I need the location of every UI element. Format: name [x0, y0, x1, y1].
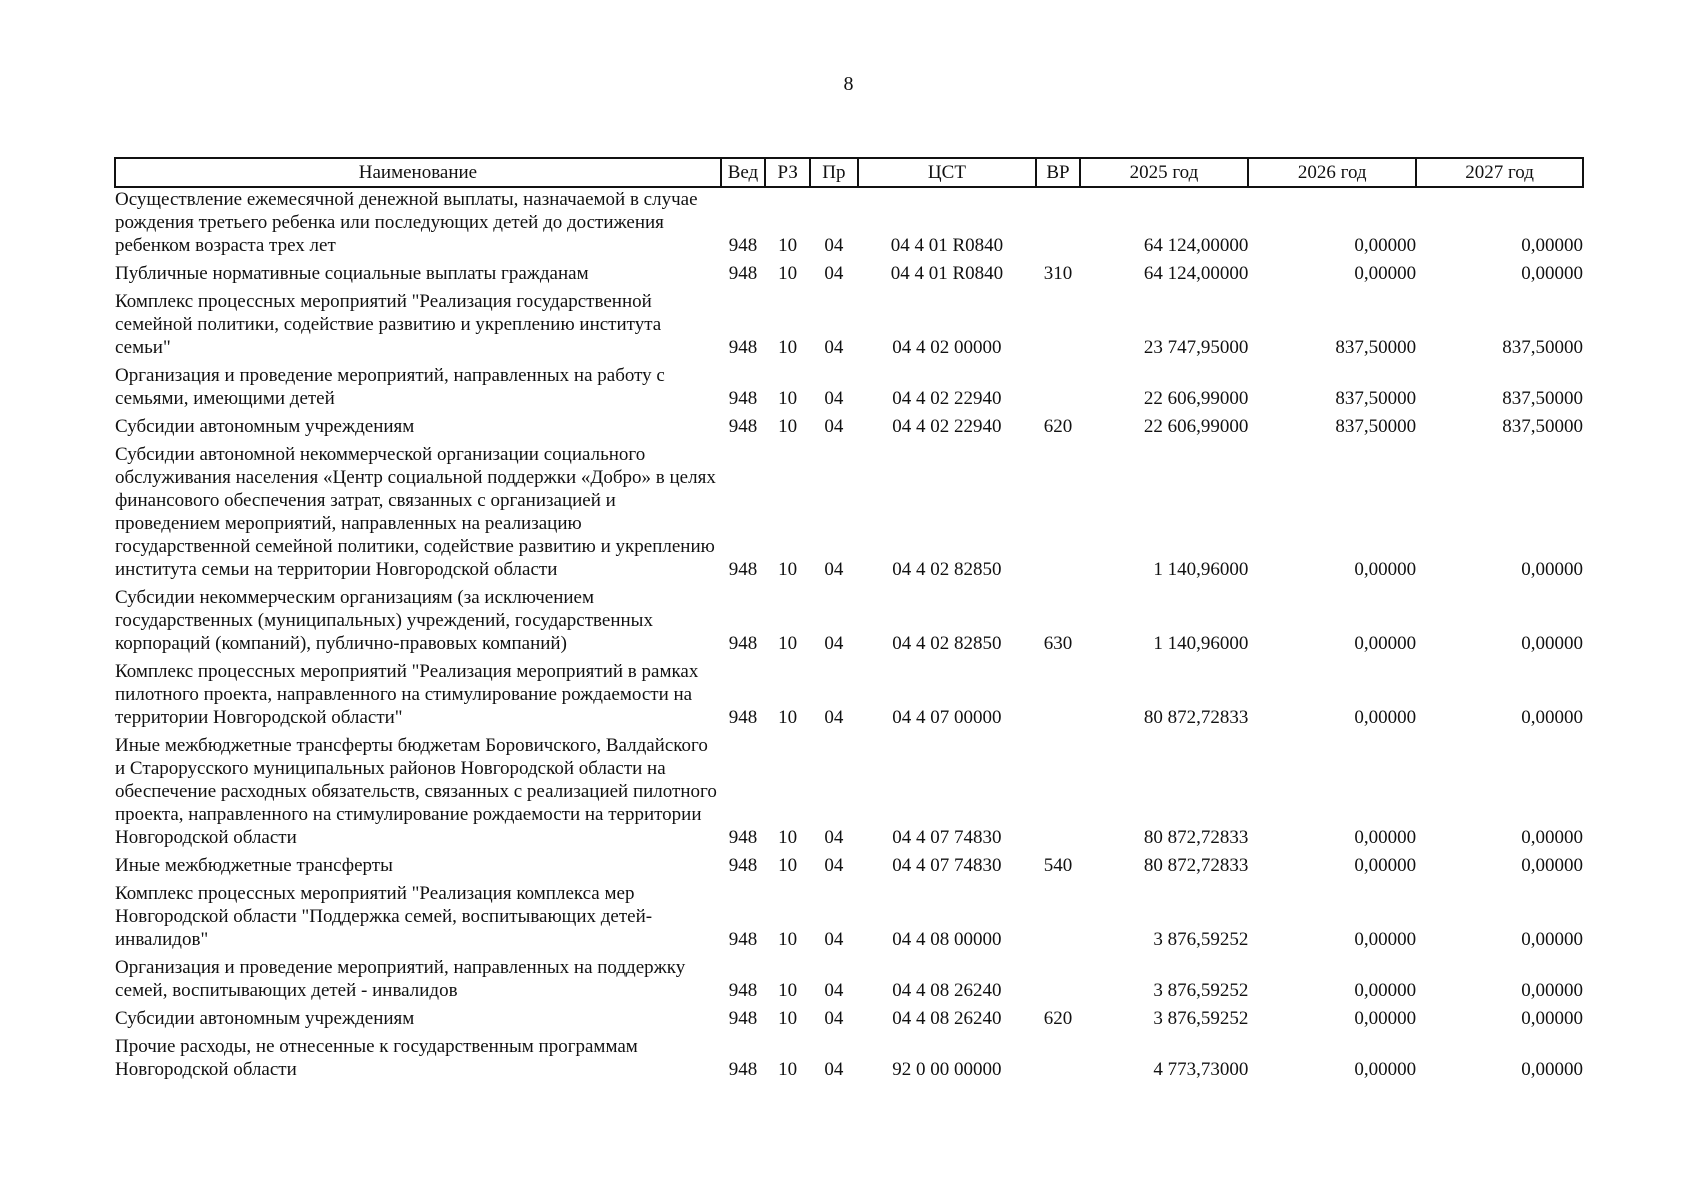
row-vr: 620	[1043, 1008, 1073, 1029]
row-vr: 310	[1043, 263, 1073, 284]
row-rz: 10	[778, 416, 798, 437]
row-amount-2026: 0,00000	[1354, 929, 1417, 950]
row-name: Субсидии автономным учреждениям	[115, 416, 415, 437]
row-ved: 948	[728, 235, 758, 256]
row-pr: 04	[824, 980, 844, 1001]
row-rz: 10	[778, 855, 798, 876]
row-ved: 948	[728, 855, 758, 876]
header-ved: Вед	[721, 158, 765, 187]
row-amount-2027: 0,00000	[1521, 929, 1583, 950]
row-amount-2025: 3 876,59252	[1153, 980, 1249, 1001]
row-name: Субсидии автономным учреждениям	[115, 1008, 415, 1029]
row-amount-2027: 837,50000	[1502, 337, 1583, 358]
row-name: Комплекс процессных мероприятий "Реализация государственной семейной политики, содействие развитию и укреплению института семьи"	[115, 291, 662, 358]
row-amount-2026: 0,00000	[1354, 980, 1417, 1001]
row-cst: 04 4 07 74830	[892, 827, 1002, 848]
row-rz: 10	[778, 980, 798, 1001]
row-rz: 10	[778, 633, 798, 654]
header-year-2027: 2027 год	[1416, 158, 1583, 187]
row-amount-2025: 80 872,72833	[1143, 707, 1249, 728]
row-ved: 948	[728, 827, 758, 848]
row-amount-2026: 0,00000	[1354, 559, 1417, 580]
row-pr: 04	[824, 263, 844, 284]
row-ved: 948	[728, 633, 758, 654]
row-cst: 92 0 00 00000	[892, 1059, 1002, 1080]
row-ved: 948	[728, 337, 758, 358]
table-row	[115, 734, 1583, 854]
table-row	[115, 262, 1583, 290]
row-amount-2027: 0,00000	[1521, 633, 1583, 654]
row-amount-2025: 80 872,72833	[1143, 827, 1249, 848]
table-row	[115, 187, 1583, 262]
row-name: Иные межбюджетные трансферты бюджетам Боровичского, Валдайского и Старорусского муниципальных районов Новгородской области на обеспечение расходных обязательств, связанных с реализацией пилотного проекта, направленного на стимулирование рождаемости на территории Новгородской области	[115, 735, 717, 848]
row-pr: 04	[824, 416, 844, 437]
row-amount-2026: 837,50000	[1335, 416, 1417, 437]
row-name: Организация и проведение мероприятий, направленных на поддержку семей, воспитывающих детей - инвалидов	[115, 957, 686, 1001]
row-pr: 04	[824, 827, 844, 848]
row-cst: 04 4 08 00000	[892, 929, 1002, 950]
row-vr	[1036, 956, 1079, 1007]
row-amount-2025: 80 872,72833	[1143, 855, 1249, 876]
page-number: 8	[843, 73, 854, 95]
row-ved: 948	[728, 263, 758, 284]
table-row	[115, 290, 1583, 364]
row-amount-2027: 0,00000	[1521, 235, 1583, 256]
row-pr: 04	[824, 559, 844, 580]
row-name: Комплекс процессных мероприятий "Реализация комплекса мер Новгородской области "Поддержка семей, воспитывающих детей-инвалидов"	[115, 883, 653, 950]
header-pr: Пр	[810, 158, 857, 187]
table-row	[115, 443, 1583, 586]
row-amount-2025: 64 124,00000	[1143, 263, 1249, 284]
row-ved: 948	[728, 929, 758, 950]
row-rz: 10	[778, 707, 798, 728]
row-cst: 04 4 02 22940	[892, 388, 1002, 409]
row-amount-2026: 0,00000	[1354, 633, 1417, 654]
row-cst: 04 4 07 00000	[892, 707, 1002, 728]
row-cst: 04 4 01 R0840	[890, 235, 1004, 256]
row-pr: 04	[824, 707, 844, 728]
row-vr	[1036, 364, 1079, 415]
row-ved: 948	[728, 980, 758, 1001]
row-amount-2027: 0,00000	[1521, 559, 1583, 580]
row-amount-2025: 3 876,59252	[1153, 929, 1249, 950]
row-amount-2025: 23 747,95000	[1143, 337, 1249, 358]
table-row	[115, 415, 1583, 443]
row-cst: 04 4 02 82850	[892, 559, 1002, 580]
row-rz: 10	[778, 263, 798, 284]
row-name: Комплекс процессных мероприятий "Реализация мероприятий в рамках пилотного проекта, направленного на стимулирование рождаемости на территории Новгородской области"	[115, 661, 699, 728]
row-rz: 10	[778, 929, 798, 950]
row-ved: 948	[728, 416, 758, 437]
row-pr: 04	[824, 388, 844, 409]
row-cst: 04 4 02 22940	[892, 416, 1002, 437]
header-row	[115, 158, 1583, 187]
row-pr: 04	[824, 929, 844, 950]
row-rz: 10	[778, 235, 798, 256]
row-vr	[1036, 1035, 1079, 1086]
row-vr	[1036, 290, 1079, 364]
row-amount-2027: 0,00000	[1521, 1059, 1583, 1080]
header-name: Наименование	[115, 158, 721, 187]
row-amount-2026: 0,00000	[1354, 1008, 1417, 1029]
row-cst: 04 4 01 R0840	[890, 263, 1004, 284]
row-name: Прочие расходы, не отнесенные к государственным программам Новгородской области	[115, 1036, 638, 1080]
row-pr: 04	[824, 633, 844, 654]
row-ved: 948	[728, 1059, 758, 1080]
row-cst: 04 4 02 00000	[892, 337, 1002, 358]
row-rz: 10	[778, 388, 798, 409]
row-vr	[1036, 882, 1079, 956]
table-body	[115, 187, 1583, 1086]
row-vr	[1036, 443, 1079, 586]
row-amount-2026: 0,00000	[1354, 235, 1417, 256]
header-cst: ЦСТ	[858, 158, 1037, 187]
row-amount-2025: 1 140,96000	[1153, 559, 1249, 580]
table-row	[115, 586, 1583, 660]
row-pr: 04	[824, 337, 844, 358]
row-amount-2027: 0,00000	[1521, 855, 1583, 876]
row-amount-2027: 0,00000	[1521, 707, 1583, 728]
row-amount-2026: 0,00000	[1354, 1059, 1417, 1080]
row-rz: 10	[778, 1008, 798, 1029]
row-name: Организация и проведение мероприятий, направленных на работу с семьями, имеющими детей	[115, 365, 665, 409]
row-amount-2027: 0,00000	[1521, 827, 1583, 848]
row-cst: 04 4 08 26240	[892, 980, 1002, 1001]
row-ved: 948	[728, 1008, 758, 1029]
budget-table	[114, 157, 1584, 1086]
header-vr: ВР	[1036, 158, 1079, 187]
row-pr: 04	[824, 1059, 844, 1080]
row-amount-2026: 837,50000	[1335, 388, 1417, 409]
row-amount-2027: 0,00000	[1521, 263, 1583, 284]
row-rz: 10	[778, 337, 798, 358]
row-amount-2026: 0,00000	[1354, 855, 1417, 876]
row-cst: 04 4 08 26240	[892, 1008, 1002, 1029]
table-row	[115, 882, 1583, 956]
row-vr: 630	[1043, 633, 1073, 654]
row-rz: 10	[778, 827, 798, 848]
row-cst: 04 4 02 82850	[892, 633, 1002, 654]
row-vr	[1036, 187, 1079, 262]
row-amount-2026: 0,00000	[1354, 827, 1417, 848]
row-rz: 10	[778, 1059, 798, 1080]
row-amount-2025: 64 124,00000	[1143, 235, 1249, 256]
row-name: Публичные нормативные социальные выплаты гражданам	[115, 263, 589, 284]
row-amount-2027: 837,50000	[1502, 388, 1583, 409]
row-vr	[1036, 734, 1079, 854]
row-amount-2027: 0,00000	[1521, 1008, 1583, 1029]
row-vr	[1036, 660, 1079, 734]
row-amount-2025: 22 606,99000	[1143, 416, 1249, 437]
table-row	[115, 956, 1583, 1007]
header-year-2026: 2026 год	[1248, 158, 1416, 187]
table-row	[115, 364, 1583, 415]
row-amount-2026: 837,50000	[1335, 337, 1417, 358]
row-ved: 948	[728, 707, 758, 728]
header-year-2025: 2025 год	[1080, 158, 1249, 187]
row-amount-2025: 1 140,96000	[1153, 633, 1249, 654]
row-rz: 10	[778, 559, 798, 580]
row-vr: 620	[1043, 416, 1073, 437]
row-amount-2025: 22 606,99000	[1143, 388, 1249, 409]
row-amount-2026: 0,00000	[1354, 263, 1417, 284]
table-row	[115, 854, 1583, 882]
row-cst: 04 4 07 74830	[892, 855, 1002, 876]
row-pr: 04	[824, 1008, 844, 1029]
row-name: Субсидии некоммерческим организациям (за исключением государственных (муниципальных) учреждений, государственных корпораций (компаний), публично-правовых компаний)	[115, 587, 653, 654]
row-name: Иные межбюджетные трансферты	[115, 855, 393, 876]
row-amount-2027: 0,00000	[1521, 980, 1583, 1001]
row-amount-2027: 837,50000	[1502, 416, 1583, 437]
row-ved: 948	[728, 559, 758, 580]
row-amount-2026: 0,00000	[1354, 707, 1417, 728]
table-row	[115, 1035, 1583, 1086]
table-row	[115, 1007, 1583, 1035]
header-rz: РЗ	[765, 158, 810, 187]
row-amount-2025: 4 773,73000	[1153, 1059, 1249, 1080]
row-amount-2025: 3 876,59252	[1153, 1008, 1249, 1029]
row-name: Осуществление ежемесячной денежной выплаты, назначаемой в случае рождения третьего ребенка или последующих детей до достижения ребенком возраста трех лет	[115, 189, 698, 256]
row-ved: 948	[728, 388, 758, 409]
row-name: Субсидии автономной некоммерческой организации социального обслуживания населения «Центр социальной поддержки «Добро» в целях финансового обеспечения затрат, связанных с организацией и проведением мероприятий, направленных на реализацию государственной семейной политики, содействие развитию и укреплению института семьи на территории Новгородской области	[115, 444, 716, 580]
row-pr: 04	[824, 235, 844, 256]
row-vr: 540	[1043, 855, 1073, 876]
table-row	[115, 660, 1583, 734]
row-pr: 04	[824, 855, 844, 876]
